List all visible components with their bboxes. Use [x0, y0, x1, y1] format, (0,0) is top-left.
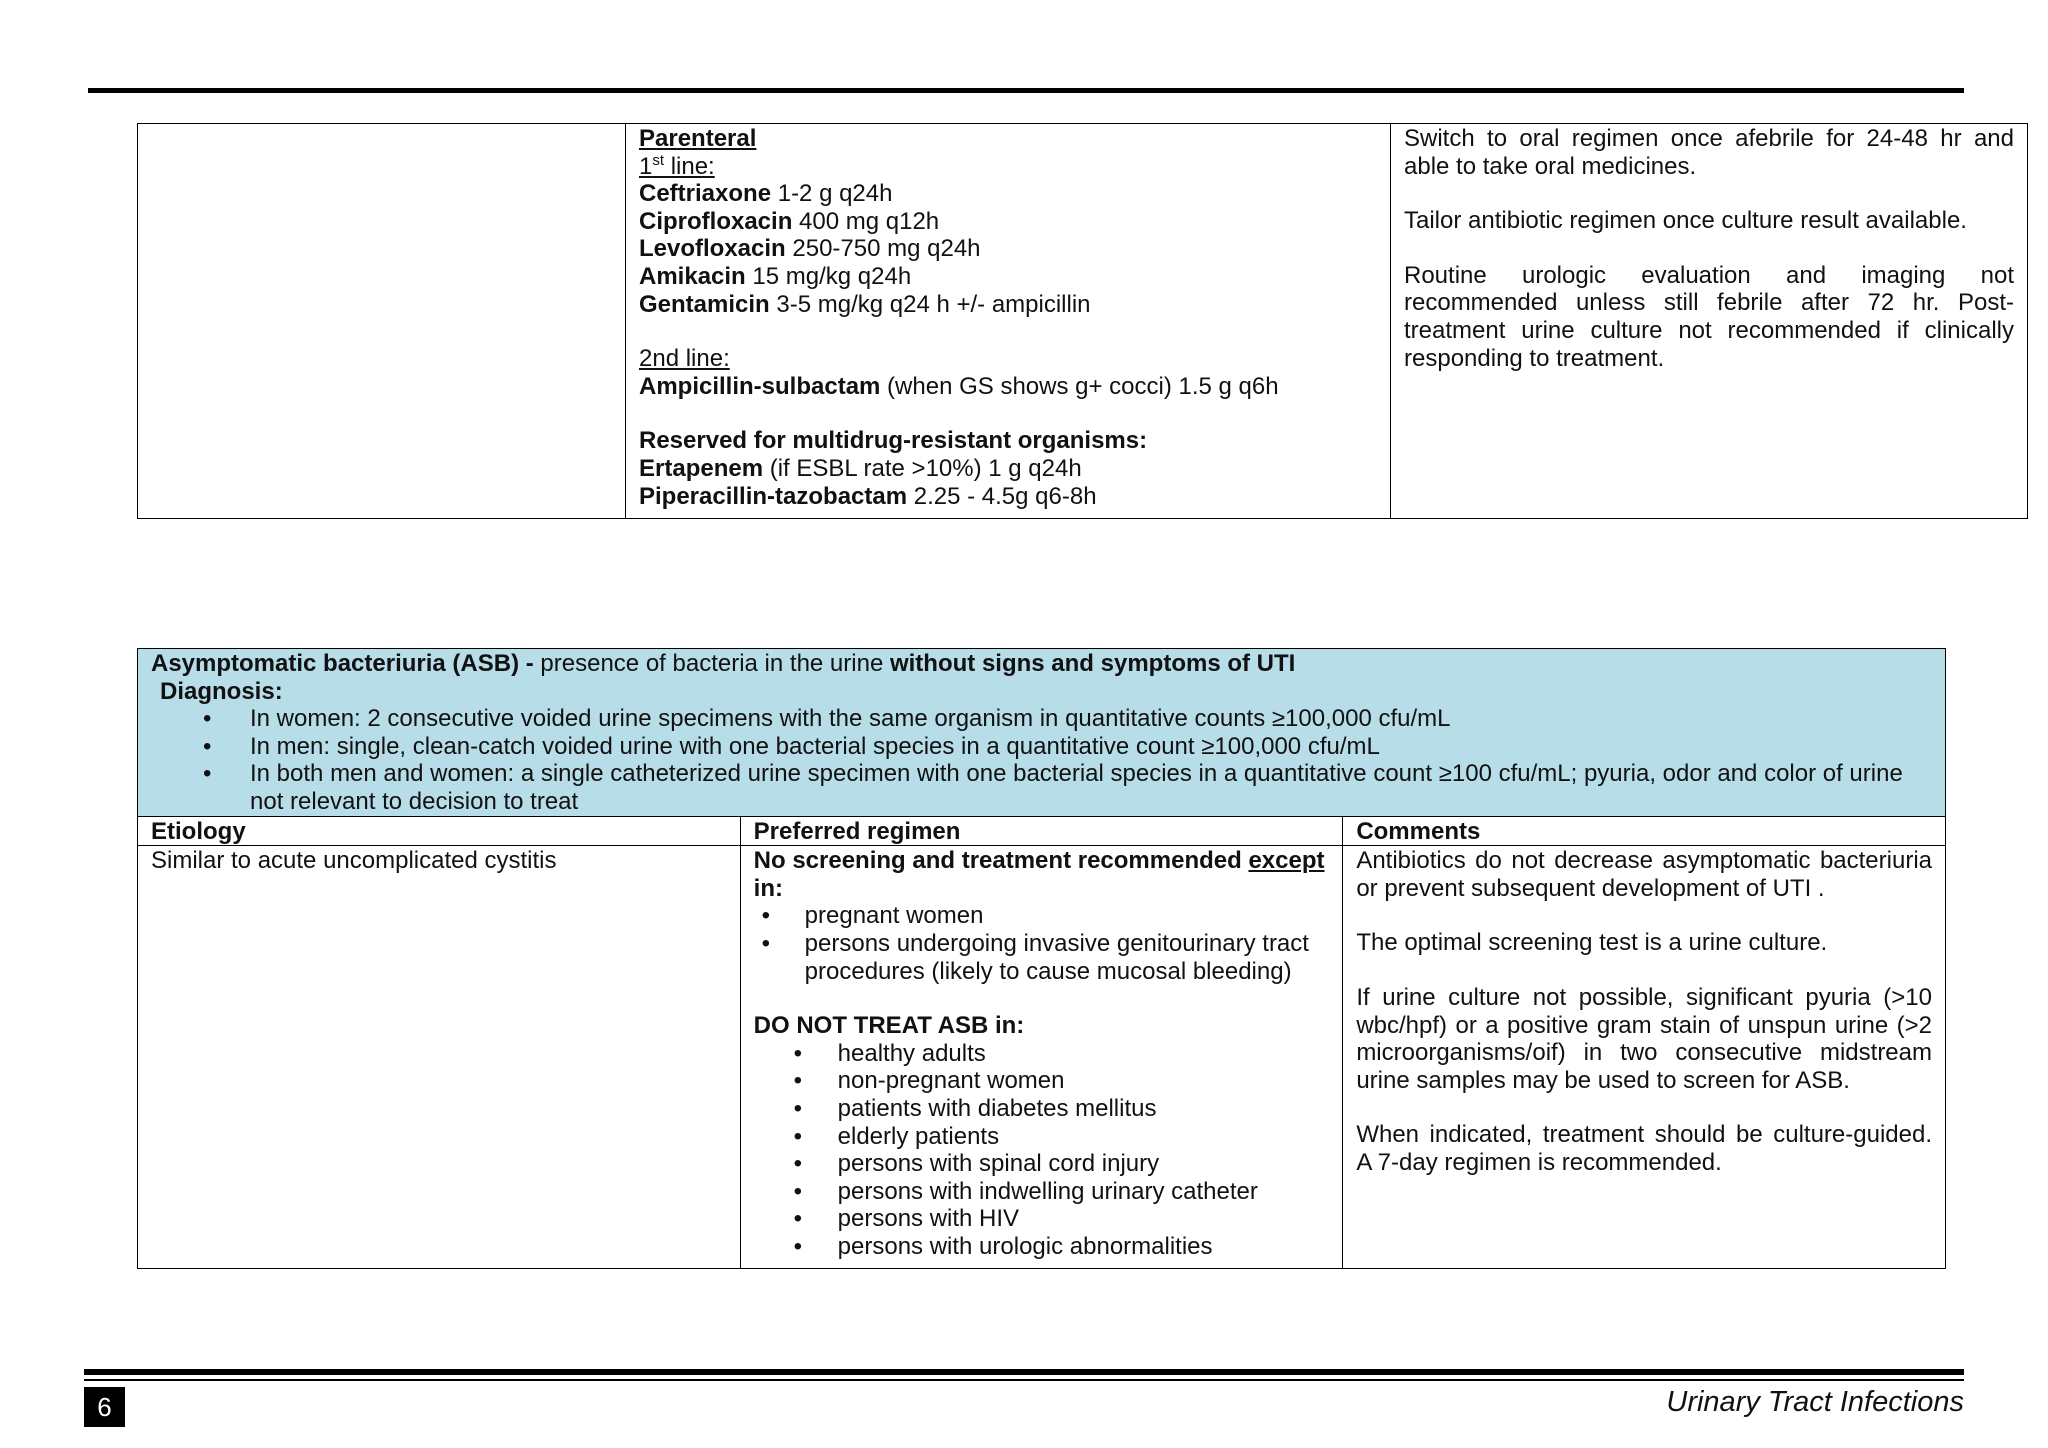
dnt-item: • persons with HIV	[793, 1205, 1020, 1233]
comment-paragraph: Switch to oral regimen once afebrile for 24-48 hr and able to take oral medicines.	[1404, 125, 2014, 180]
dnt-heading: DO NOT TREAT ASB in:	[753, 1012, 1025, 1040]
bullet-icon: •	[793, 1205, 803, 1233]
asb-table	[137, 648, 1946, 1269]
footer-rule	[84, 1369, 1964, 1375]
dnt-item: • persons with urologic abnormalities	[793, 1232, 1213, 1260]
diagnosis-item: • In women: 2 consecutive voided urine specimens with the same organism in quantitative counts ≥100,000 cfu/mL	[203, 705, 1451, 733]
first-line-drug: Ceftriaxone 1-2 g q24h	[639, 180, 893, 208]
reserved-drug: Ertapenem (if ESBL rate >10%) 1 g q24h	[639, 454, 1082, 482]
comments-cell	[1343, 846, 1946, 1269]
regimen-cell	[626, 124, 1391, 519]
bullet-icon: •	[793, 1094, 803, 1122]
dnt-list	[754, 1040, 1330, 1261]
screening-item: • pregnant women	[761, 902, 984, 930]
top-rule	[88, 88, 1964, 93]
bullet-icon: •	[793, 1067, 803, 1095]
parenteral-table	[137, 123, 2028, 519]
etiology-cell: Similar to acute uncomplicated cystitis	[138, 846, 741, 1269]
column-header-regimen: Preferred regimen	[740, 816, 1343, 846]
diagnosis-item: • In both men and women: a single catheterized urine specimen with one bacterial species in a quantitative count ≥100 cfu/mL; pyuria, odor and color of urine not relevant to decision to treat	[203, 760, 1903, 815]
reserved-drug: Piperacillin-tazobactam 2.25 - 4.5g q6-8h	[639, 482, 1097, 510]
bullet-icon: •	[793, 1177, 803, 1205]
asb-header-cell	[138, 649, 1946, 817]
diagnosis-item: • In men: single, clean-catch voided urine with one bacterial species in a quantitative count ≥100,000 cfu/mL	[203, 732, 1380, 760]
asb-title: Asymptomatic bacteriuria (ASB) - presence of bacteria in the urine without signs and symptoms of UTI	[151, 650, 1296, 677]
diagnosis-label: Diagnosis:	[160, 677, 283, 705]
first-line-label: 1st line:	[639, 151, 715, 180]
dnt-item: • healthy adults	[793, 1039, 986, 1067]
page-number: 6	[84, 1387, 125, 1427]
comment-paragraph: Routine urologic evaluation and imaging not recommended unless still febrile after 72 hr. Post-treatment urine culture not recommended if clinically responding to treatment.	[1404, 261, 2014, 372]
dnt-item: • patients with diabetes mellitus	[793, 1094, 1157, 1122]
bullet-icon: •	[203, 760, 212, 788]
bullet-icon: •	[793, 1122, 803, 1150]
bullet-icon: •	[793, 1232, 803, 1260]
column-header-etiology: Etiology	[138, 816, 741, 846]
comments-cell	[1391, 124, 2028, 519]
screening-item: • persons undergoing invasive genitourinary tract procedures (likely to cause mucosal bleeding)	[761, 929, 1309, 985]
bullet-icon: •	[761, 929, 771, 957]
comment-paragraph: When indicated, treatment should be culture-guided. A 7-day regimen is recommended.	[1356, 1121, 1932, 1176]
bullet-icon: •	[761, 902, 771, 930]
dnt-item: • persons with spinal cord injury	[793, 1150, 1160, 1178]
screening-heading: No screening and treatment recommended except in:	[753, 847, 1325, 902]
etiology-cell-empty	[138, 124, 626, 519]
column-header-comments: Comments	[1343, 816, 1946, 846]
second-line-label: 2nd line:	[639, 345, 730, 373]
comment-paragraph: The optimal screening test is a urine culture.	[1356, 929, 1828, 957]
comment-paragraph: Antibiotics do not decrease asymptomatic bacteriuria or prevent subsequent development of UTI .	[1356, 847, 1932, 902]
bullet-icon: •	[203, 732, 212, 760]
first-line-drug: Amikacin 15 mg/kg q24h	[639, 262, 912, 290]
second-line-drug: Ampicillin-sulbactam (when GS shows g+ cocci) 1.5 g q6h	[639, 372, 1279, 400]
bullet-icon: •	[203, 705, 212, 733]
footer-title: Urinary Tract Infections	[1666, 1386, 1964, 1418]
first-line-drug: Levofloxacin 250-750 mg q24h	[639, 235, 981, 263]
regimen-cell	[740, 846, 1343, 1269]
first-line-drug: Ciprofloxacin 400 mg q12h	[639, 207, 940, 235]
comment-paragraph: If urine culture not possible, significant pyuria (>10 wbc/hpf) or a positive gram stain of unspun urine (>2 microorganisms/oif) in two consecutive midstream urine samples may be used to screen for ASB.	[1356, 983, 1932, 1094]
bullet-icon: •	[793, 1039, 803, 1067]
diagnosis-list	[151, 705, 1932, 815]
parenteral-heading: Parenteral	[639, 125, 757, 152]
screening-list	[754, 902, 1330, 985]
reserved-heading: Reserved for multidrug-resistant organisms:	[639, 427, 1148, 455]
bullet-icon: •	[793, 1150, 803, 1178]
footer-rule-thin	[84, 1379, 1964, 1381]
dnt-item: • elderly patients	[793, 1122, 1000, 1150]
dnt-item: • non-pregnant women	[793, 1067, 1065, 1095]
comment-paragraph: Tailor antibiotic regimen once culture result available.	[1404, 207, 1967, 235]
first-line-drug: Gentamicin 3-5 mg/kg q24 h +/- ampicillin	[639, 290, 1091, 318]
dnt-item: • persons with indwelling urinary catheter	[793, 1177, 1258, 1205]
